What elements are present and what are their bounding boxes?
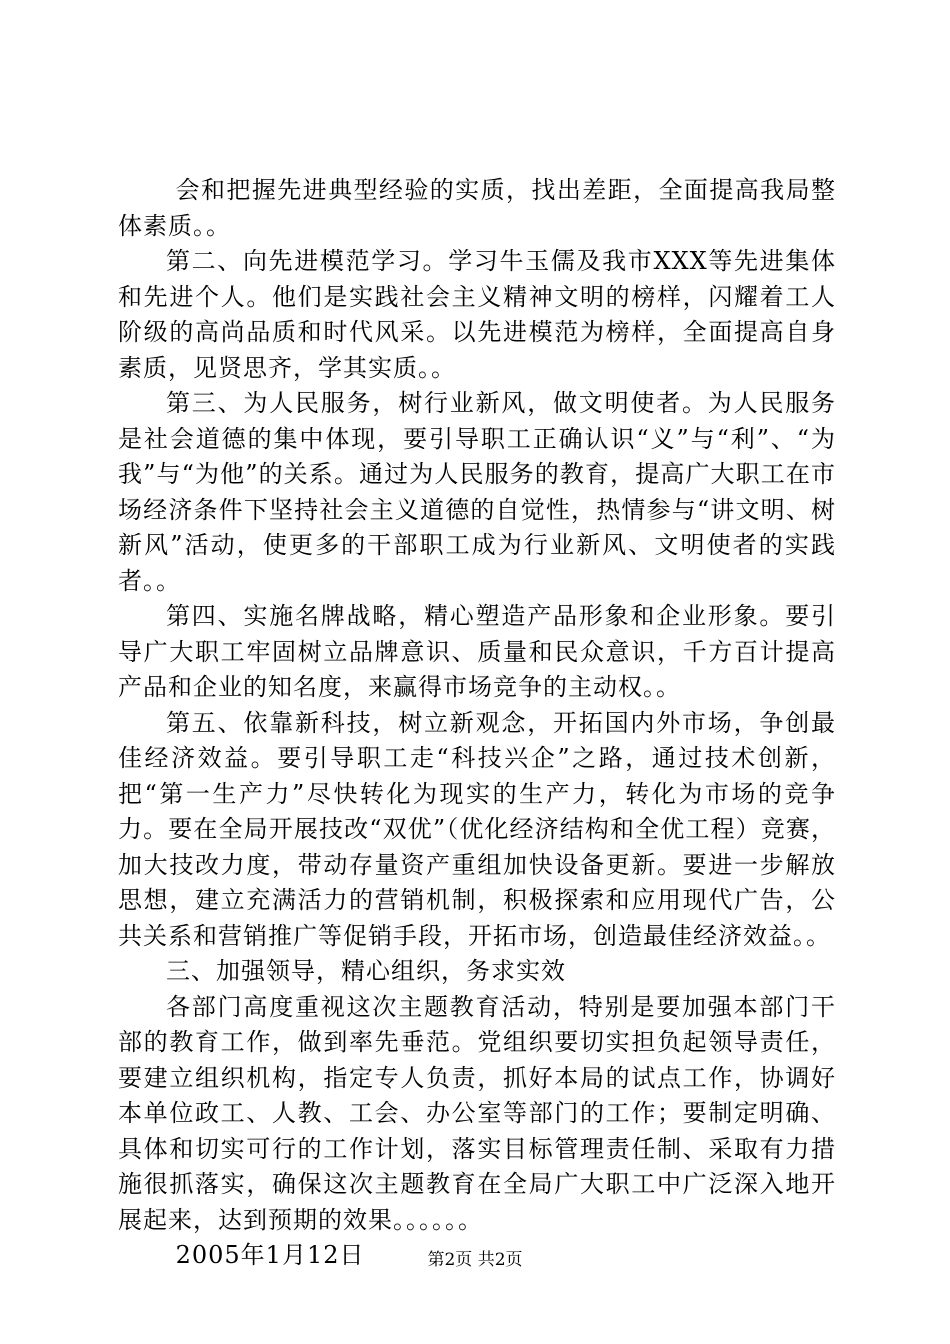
paragraph-continuation: 会和把握先进典型经验的实质，找出差距，全面提高我局整体素质。。 bbox=[118, 176, 836, 240]
paragraph-second: 第二、向先进模范学习。学习牛玉儒及我市XXX等先进集体和先进个人。他们是实践社会主义精神文明的榜样，闪耀着工人阶级的高尚品质和时代风采。以先进模范为榜样，全面提高自身素质，见贤思齐，学其实质。。 bbox=[118, 247, 836, 382]
paragraph-fifth: 第五、依靠新科技，树立新观念，开拓国内外市场，争创最佳经济效益。要引导职工走“科技兴企”之路，通过技术创新，把“第一生产力”尽快转化为现实的生产力，转化为市场的竞争力。要在全局开展技改“双优”（优化经济结构和全优工程）竞赛，加大技改力度，带动存量资产重组加快设备更新。要进一步解放思想，建立充满活力的营销机制，积极探索和应用现代广告，公共关系和营销推广等促销手段，开拓市场，创造最佳经济效益。。 bbox=[118, 708, 836, 950]
document-body bbox=[118, 173, 836, 1274]
paragraph-third: 第三、为人民服务，树行业新风，做文明使者。为人民服务是社会道德的集中体现，要引导职工正确认识“义”与“利”、“为我”与“为他”的关系。通过为人民服务的教育，提高广大职工在市场经济条件下坚持社会主义道德的自觉性，热情参与“讲文明、树新风”活动，使更多的干部职工成为行业新风、文明使者的实践者。。 bbox=[118, 389, 836, 595]
section-heading: 三、加强领导，精心组织，务求实效 bbox=[166, 957, 566, 985]
page-footer: 第2页 共2页 bbox=[427, 1250, 523, 1270]
paragraph-closing: 各部门高度重视这次主题教育活动，特别是要加强本部门干部的教育工作，做到率先垂范。党组织要切实担负起领导责任，要建立组织机构，指定专人负责，抓好本局的试点工作，协调好本单位政工、人教、工会、办公室等部门的工作；要制定明确、具体和切实可行的工作计划，落实目标管理责任制、采取有力措施很抓落实，确保这次主题教育在全局广大职工中广泛深入地开展起来，达到预期的效果。。。。。。 bbox=[118, 992, 836, 1234]
paragraph-fourth: 第四、实施名牌战略，精心塑造产品形象和企业形象。要引导广大职工牢固树立品牌意识、质量和民众意识，千方百计提高产品和企业的知名度，来赢得市场竞争的主动权。。 bbox=[118, 602, 836, 701]
document-date: 2005年1月12日 bbox=[175, 1241, 365, 1269]
